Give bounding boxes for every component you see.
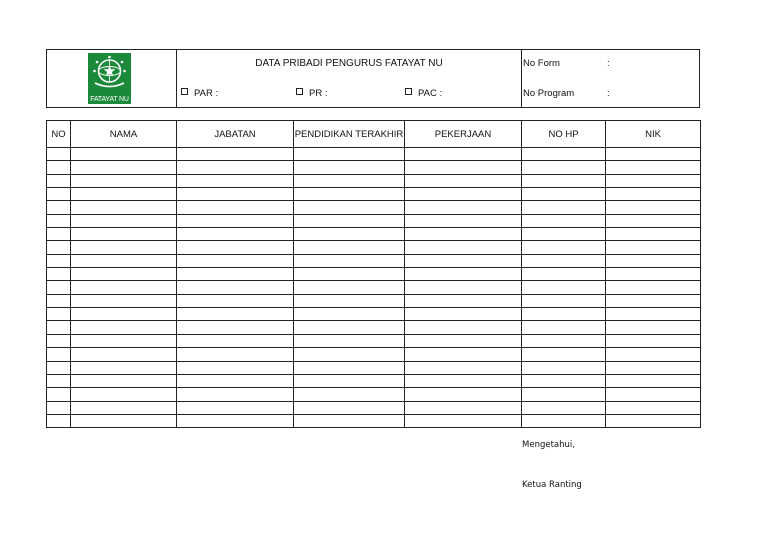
table-cell[interactable] bbox=[71, 308, 177, 321]
table-row bbox=[47, 401, 701, 414]
table-cell[interactable] bbox=[47, 268, 71, 281]
table-cell[interactable] bbox=[522, 161, 606, 174]
table-cell[interactable] bbox=[522, 174, 606, 187]
checkbox-pac[interactable] bbox=[405, 88, 442, 99]
table-cell[interactable] bbox=[405, 321, 522, 334]
table-cell[interactable] bbox=[71, 188, 177, 201]
table-cell[interactable] bbox=[177, 281, 294, 294]
table-cell[interactable] bbox=[177, 254, 294, 267]
no-program-label: No Program bbox=[523, 88, 575, 99]
no-program-colon[interactable]: : bbox=[607, 88, 610, 99]
table-cell[interactable] bbox=[71, 414, 177, 427]
table-cell[interactable] bbox=[177, 388, 294, 401]
table-cell[interactable] bbox=[47, 161, 71, 174]
table-cell[interactable] bbox=[522, 361, 606, 374]
checkbox-par-label: PAR : bbox=[194, 88, 219, 99]
table-row bbox=[47, 241, 701, 254]
column-header-no-hp: NO HP bbox=[522, 121, 606, 148]
table-cell[interactable] bbox=[71, 254, 177, 267]
table-cell[interactable] bbox=[405, 201, 522, 214]
table-cell[interactable] bbox=[71, 228, 177, 241]
table-row bbox=[47, 321, 701, 334]
table-cell[interactable] bbox=[47, 388, 71, 401]
table-cell[interactable] bbox=[71, 214, 177, 227]
table-cell[interactable] bbox=[71, 241, 177, 254]
table-row bbox=[47, 254, 701, 267]
table-cell[interactable] bbox=[47, 414, 71, 427]
table-cell[interactable] bbox=[522, 228, 606, 241]
table-cell[interactable] bbox=[405, 308, 522, 321]
table-cell[interactable] bbox=[71, 294, 177, 307]
table-cell[interactable] bbox=[606, 361, 701, 374]
checkbox-box-icon[interactable] bbox=[405, 88, 412, 95]
table-row bbox=[47, 308, 701, 321]
table-row bbox=[47, 414, 701, 427]
table-cell[interactable] bbox=[294, 308, 405, 321]
table-cell[interactable] bbox=[606, 201, 701, 214]
table-cell[interactable] bbox=[71, 174, 177, 187]
table-cell[interactable] bbox=[522, 414, 606, 427]
table-cell[interactable] bbox=[47, 294, 71, 307]
table-cell[interactable] bbox=[606, 321, 701, 334]
logo-text: FATAYAT NU bbox=[90, 96, 129, 103]
checkbox-pac-label: PAC : bbox=[418, 88, 443, 99]
table-body bbox=[47, 148, 701, 428]
table-cell[interactable] bbox=[405, 414, 522, 427]
checkbox-par[interactable] bbox=[181, 88, 218, 99]
table-cell[interactable] bbox=[294, 334, 405, 347]
table-cell[interactable] bbox=[606, 241, 701, 254]
table-row bbox=[47, 188, 701, 201]
table-cell[interactable] bbox=[294, 361, 405, 374]
table-cell[interactable] bbox=[294, 148, 405, 161]
table-row bbox=[47, 361, 701, 374]
table-cell[interactable] bbox=[71, 268, 177, 281]
table-cell[interactable] bbox=[522, 268, 606, 281]
table-cell[interactable] bbox=[606, 294, 701, 307]
table-cell[interactable] bbox=[47, 308, 71, 321]
table-cell[interactable] bbox=[606, 228, 701, 241]
table-cell[interactable] bbox=[522, 401, 606, 414]
table-cell[interactable] bbox=[606, 414, 701, 427]
table-cell[interactable] bbox=[47, 361, 71, 374]
table-cell[interactable] bbox=[405, 374, 522, 387]
table-cell[interactable] bbox=[47, 281, 71, 294]
table-cell[interactable] bbox=[294, 174, 405, 187]
table-cell[interactable] bbox=[606, 214, 701, 227]
table-cell[interactable] bbox=[47, 174, 71, 187]
table-cell[interactable] bbox=[177, 241, 294, 254]
table-row bbox=[47, 348, 701, 361]
column-header-pendidikan: PENDIDIKAN TERAKHIR bbox=[294, 121, 405, 148]
table-row bbox=[47, 281, 701, 294]
table-cell[interactable] bbox=[294, 388, 405, 401]
table-cell[interactable] bbox=[522, 321, 606, 334]
table-cell[interactable] bbox=[71, 201, 177, 214]
table-cell[interactable] bbox=[294, 281, 405, 294]
form-info-cell bbox=[522, 50, 699, 107]
table-cell[interactable] bbox=[294, 214, 405, 227]
table-cell[interactable] bbox=[47, 334, 71, 347]
table-cell[interactable] bbox=[405, 174, 522, 187]
table-cell[interactable] bbox=[522, 201, 606, 214]
table-cell[interactable] bbox=[606, 161, 701, 174]
table-cell[interactable] bbox=[71, 321, 177, 334]
table-cell[interactable] bbox=[71, 348, 177, 361]
table-cell[interactable] bbox=[405, 188, 522, 201]
checkbox-box-icon[interactable] bbox=[296, 88, 303, 95]
table-row bbox=[47, 214, 701, 227]
table-cell[interactable] bbox=[177, 374, 294, 387]
table-cell[interactable] bbox=[522, 308, 606, 321]
table-cell[interactable] bbox=[522, 348, 606, 361]
table-cell[interactable] bbox=[405, 254, 522, 267]
table-cell[interactable] bbox=[177, 321, 294, 334]
table-cell[interactable] bbox=[294, 414, 405, 427]
table-cell[interactable] bbox=[405, 281, 522, 294]
table-cell[interactable] bbox=[71, 374, 177, 387]
table-row bbox=[47, 148, 701, 161]
table-cell[interactable] bbox=[47, 254, 71, 267]
table-cell[interactable] bbox=[522, 334, 606, 347]
table-cell[interactable] bbox=[522, 281, 606, 294]
table-cell[interactable] bbox=[47, 148, 71, 161]
table-cell[interactable] bbox=[177, 361, 294, 374]
table-cell[interactable] bbox=[405, 268, 522, 281]
table-cell[interactable] bbox=[522, 388, 606, 401]
table-cell[interactable] bbox=[405, 401, 522, 414]
table-cell[interactable] bbox=[177, 414, 294, 427]
table-cell[interactable] bbox=[177, 401, 294, 414]
table-cell[interactable] bbox=[177, 294, 294, 307]
table-cell[interactable] bbox=[177, 308, 294, 321]
table-cell[interactable] bbox=[177, 201, 294, 214]
table-cell[interactable] bbox=[294, 321, 405, 334]
table-cell[interactable] bbox=[606, 174, 701, 187]
globe-star-emblem-icon bbox=[91, 55, 128, 91]
table-row bbox=[47, 201, 701, 214]
table-cell[interactable] bbox=[71, 281, 177, 294]
table-cell[interactable] bbox=[522, 148, 606, 161]
no-form-label: No Form bbox=[523, 58, 560, 69]
column-header-nama: NAMA bbox=[71, 121, 177, 148]
table-row bbox=[47, 388, 701, 401]
table-cell[interactable] bbox=[606, 268, 701, 281]
table-cell[interactable] bbox=[71, 334, 177, 347]
table-cell[interactable] bbox=[71, 361, 177, 374]
table-cell[interactable] bbox=[405, 148, 522, 161]
fatayat-nu-logo bbox=[88, 53, 131, 104]
table-row bbox=[47, 228, 701, 241]
table-cell[interactable] bbox=[294, 161, 405, 174]
column-header-no: NO bbox=[47, 121, 71, 148]
table-cell[interactable] bbox=[606, 388, 701, 401]
checkbox-box-icon[interactable] bbox=[181, 88, 188, 95]
table-cell[interactable] bbox=[71, 388, 177, 401]
table-cell[interactable] bbox=[522, 241, 606, 254]
table-cell[interactable] bbox=[47, 201, 71, 214]
table-cell[interactable] bbox=[522, 294, 606, 307]
table-cell[interactable] bbox=[405, 334, 522, 347]
table-cell[interactable] bbox=[177, 174, 294, 187]
table-cell[interactable] bbox=[405, 388, 522, 401]
table-cell[interactable] bbox=[606, 308, 701, 321]
table-cell[interactable] bbox=[177, 348, 294, 361]
table-cell[interactable] bbox=[294, 228, 405, 241]
table-cell[interactable] bbox=[294, 254, 405, 267]
table-header-row bbox=[47, 121, 701, 148]
table-cell[interactable] bbox=[294, 348, 405, 361]
ketua-ranting-label: Ketua Ranting bbox=[522, 480, 582, 490]
table-cell[interactable] bbox=[405, 241, 522, 254]
table-row bbox=[47, 268, 701, 281]
table-cell[interactable] bbox=[294, 401, 405, 414]
table-cell[interactable] bbox=[177, 334, 294, 347]
table-cell[interactable] bbox=[606, 281, 701, 294]
table-cell[interactable] bbox=[522, 254, 606, 267]
form-title: DATA PRIBADI PENGURUS FATAYAT NU bbox=[255, 58, 443, 69]
table-cell[interactable] bbox=[522, 374, 606, 387]
table-cell[interactable] bbox=[405, 348, 522, 361]
table-cell[interactable] bbox=[177, 148, 294, 161]
table-cell[interactable] bbox=[606, 374, 701, 387]
table-cell[interactable] bbox=[177, 161, 294, 174]
table-cell[interactable] bbox=[177, 214, 294, 227]
table-cell[interactable] bbox=[294, 201, 405, 214]
table-row bbox=[47, 174, 701, 187]
column-header-nik: NIK bbox=[606, 121, 701, 148]
table-cell[interactable] bbox=[405, 228, 522, 241]
table-cell[interactable] bbox=[71, 148, 177, 161]
table-cell[interactable] bbox=[606, 188, 701, 201]
table-cell[interactable] bbox=[177, 188, 294, 201]
table-row bbox=[47, 374, 701, 387]
table-cell[interactable] bbox=[47, 241, 71, 254]
table-cell[interactable] bbox=[47, 374, 71, 387]
table-cell[interactable] bbox=[71, 401, 177, 414]
table-row bbox=[47, 334, 701, 347]
checkbox-pr-label: PR : bbox=[309, 88, 328, 99]
title-cell bbox=[177, 50, 522, 107]
table-cell[interactable] bbox=[405, 294, 522, 307]
table-cell[interactable] bbox=[47, 214, 71, 227]
no-form-colon[interactable]: : bbox=[607, 58, 610, 69]
checkbox-pr[interactable] bbox=[296, 88, 327, 99]
table-cell[interactable] bbox=[47, 321, 71, 334]
table-cell[interactable] bbox=[294, 241, 405, 254]
column-header-pekerjaan: PEKERJAAN bbox=[405, 121, 522, 148]
table-cell[interactable] bbox=[405, 361, 522, 374]
table-cell[interactable] bbox=[606, 148, 701, 161]
table-cell[interactable] bbox=[47, 348, 71, 361]
data-table bbox=[46, 120, 701, 428]
table-cell[interactable] bbox=[294, 374, 405, 387]
table-cell[interactable] bbox=[177, 228, 294, 241]
table-cell[interactable] bbox=[606, 348, 701, 361]
table-cell[interactable] bbox=[47, 401, 71, 414]
table-cell[interactable] bbox=[522, 214, 606, 227]
table-cell[interactable] bbox=[606, 334, 701, 347]
form-header bbox=[46, 49, 700, 108]
table-cell[interactable] bbox=[294, 268, 405, 281]
table-cell[interactable] bbox=[47, 188, 71, 201]
table-cell[interactable] bbox=[47, 228, 71, 241]
table-cell[interactable] bbox=[294, 188, 405, 201]
table-cell[interactable] bbox=[606, 401, 701, 414]
table-cell[interactable] bbox=[177, 268, 294, 281]
table-cell[interactable] bbox=[405, 161, 522, 174]
logo-cell bbox=[47, 50, 177, 107]
column-header-jabatan: JABATAN bbox=[177, 121, 294, 148]
table-cell[interactable] bbox=[522, 188, 606, 201]
table-cell[interactable] bbox=[71, 161, 177, 174]
table-cell[interactable] bbox=[405, 214, 522, 227]
table-cell[interactable] bbox=[294, 294, 405, 307]
table-cell[interactable] bbox=[606, 254, 701, 267]
table-row bbox=[47, 294, 701, 307]
table-row bbox=[47, 161, 701, 174]
acknowledged-label: Mengetahui, bbox=[522, 440, 575, 450]
